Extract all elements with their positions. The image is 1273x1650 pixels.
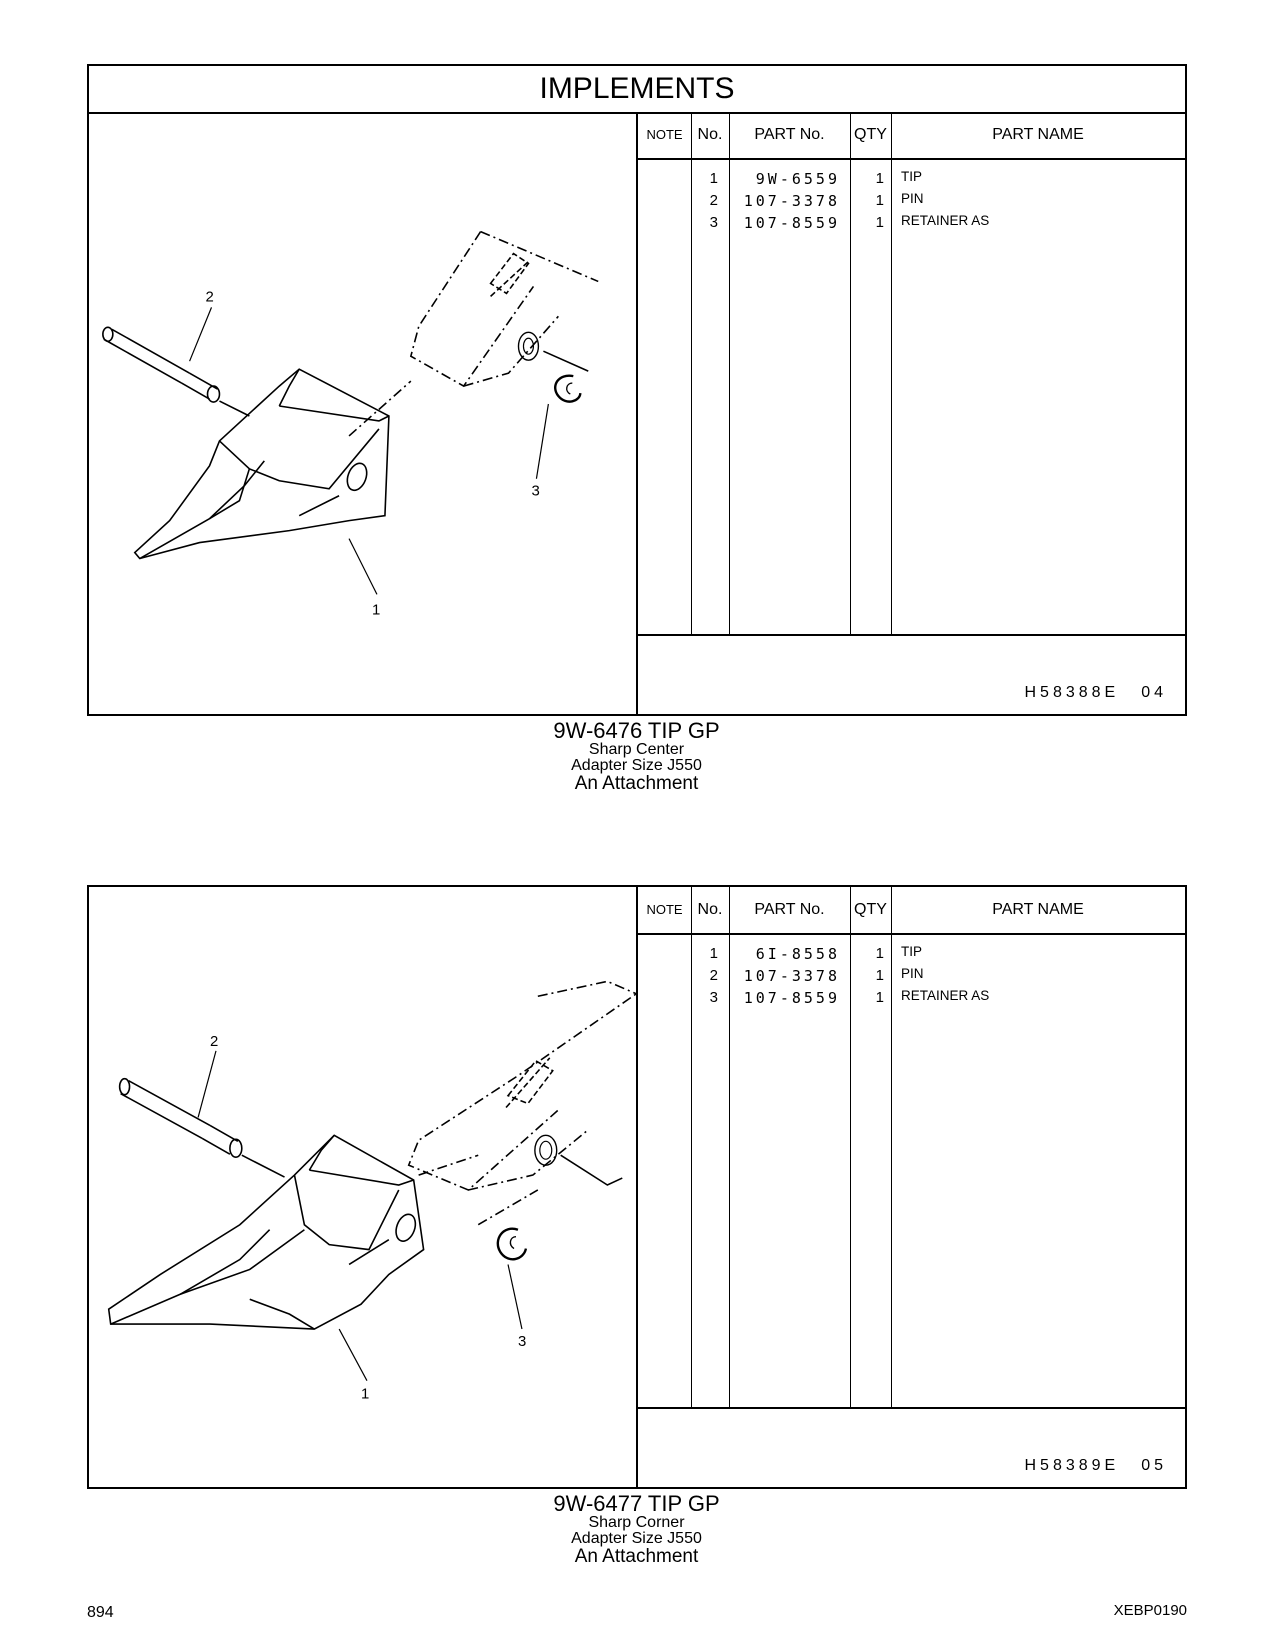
row-1-qty: 1 — [875, 170, 884, 187]
col-partno-header: PART No. — [754, 126, 825, 143]
col-qty-header: QTY — [854, 901, 887, 918]
col-partno-header: PART No. — [754, 901, 825, 918]
pin-part — [120, 1079, 285, 1177]
group-title: 9W-6476 TIP GP — [553, 718, 720, 743]
group-subtitle: Sharp Corner — [588, 1514, 685, 1531]
col-partname-header: PART NAME — [992, 126, 1084, 143]
row-3-name: RETAINER AS — [901, 988, 990, 1003]
row-1-partno: 6I-8558 — [755, 945, 840, 963]
page-number: 894 — [87, 1604, 114, 1621]
illustration-code: H58389E 05 — [1024, 1457, 1167, 1474]
adapter-outline — [409, 981, 638, 1224]
exploded-view-drawing-2 — [89, 887, 638, 1487]
callout-2: 2 — [205, 288, 214, 306]
col-partname-header: PART NAME — [992, 901, 1084, 918]
retainer-part — [498, 1229, 526, 1260]
row-3-qty: 1 — [875, 214, 884, 231]
document-code: XEBP0190 — [1113, 1602, 1187, 1619]
parts-table-1 — [636, 112, 1185, 714]
row-2-no: 2 — [709, 967, 718, 984]
group-caption-2 — [0, 1493, 1273, 1566]
col-note-header: NOTE — [646, 902, 683, 917]
callout-3: 3 — [531, 482, 540, 500]
parts-diagram-box-2 — [87, 885, 1187, 1489]
adapter-outline — [349, 232, 598, 436]
group-title: 9W-6477 TIP GP — [553, 1491, 720, 1516]
col-no-header: No. — [697, 126, 723, 143]
group-caption-1 — [0, 720, 1273, 793]
col-no-header: No. — [697, 901, 723, 918]
row-1-partno: 9W-6559 — [755, 170, 840, 188]
row-1-no: 1 — [709, 945, 718, 962]
row-1-name: TIP — [901, 169, 923, 184]
illustration-code: H58388E 04 — [1024, 684, 1167, 701]
row-1-no: 1 — [709, 170, 718, 187]
group-subtitle: Sharp Center — [588, 741, 685, 758]
row-2-qty: 1 — [875, 967, 884, 984]
callout-2: 2 — [210, 1033, 219, 1050]
parts-table-2 — [636, 887, 1185, 1487]
callout-1: 1 — [361, 1386, 370, 1403]
group-adapter: Adapter Size J550 — [571, 757, 702, 774]
callout-3: 3 — [517, 1333, 527, 1350]
row-3-qty: 1 — [875, 989, 884, 1006]
row-2-qty: 1 — [875, 192, 884, 209]
row-2-partno: 107-3378 — [743, 192, 840, 210]
section-header: IMPLEMENTS — [89, 66, 1185, 114]
retainer-part — [555, 376, 580, 402]
group-attachment: An Attachment — [574, 1546, 699, 1567]
tip-part — [135, 369, 389, 558]
parts-diagram-box-1 — [87, 64, 1187, 716]
row-2-name: PIN — [901, 966, 924, 981]
col-qty-header: QTY — [854, 126, 887, 143]
row-1-name: TIP — [901, 944, 923, 959]
exploded-view-drawing-1 — [89, 112, 638, 714]
pin-part — [103, 327, 250, 416]
row-1-qty: 1 — [875, 945, 884, 962]
group-attachment: An Attachment — [574, 773, 699, 794]
row-3-no: 3 — [709, 989, 718, 1006]
row-2-no: 2 — [709, 192, 718, 209]
row-3-partno: 107-8559 — [743, 989, 840, 1007]
row-3-no: 3 — [709, 214, 718, 231]
callout-1: 1 — [371, 601, 381, 619]
row-3-name: RETAINER AS — [901, 213, 990, 228]
row-2-name: PIN — [901, 191, 924, 206]
group-adapter: Adapter Size J550 — [571, 1530, 702, 1547]
row-2-partno: 107-3378 — [743, 967, 840, 985]
col-note-header: NOTE — [646, 127, 683, 142]
tip-part — [109, 1135, 424, 1329]
row-3-partno: 107-8559 — [743, 214, 840, 232]
